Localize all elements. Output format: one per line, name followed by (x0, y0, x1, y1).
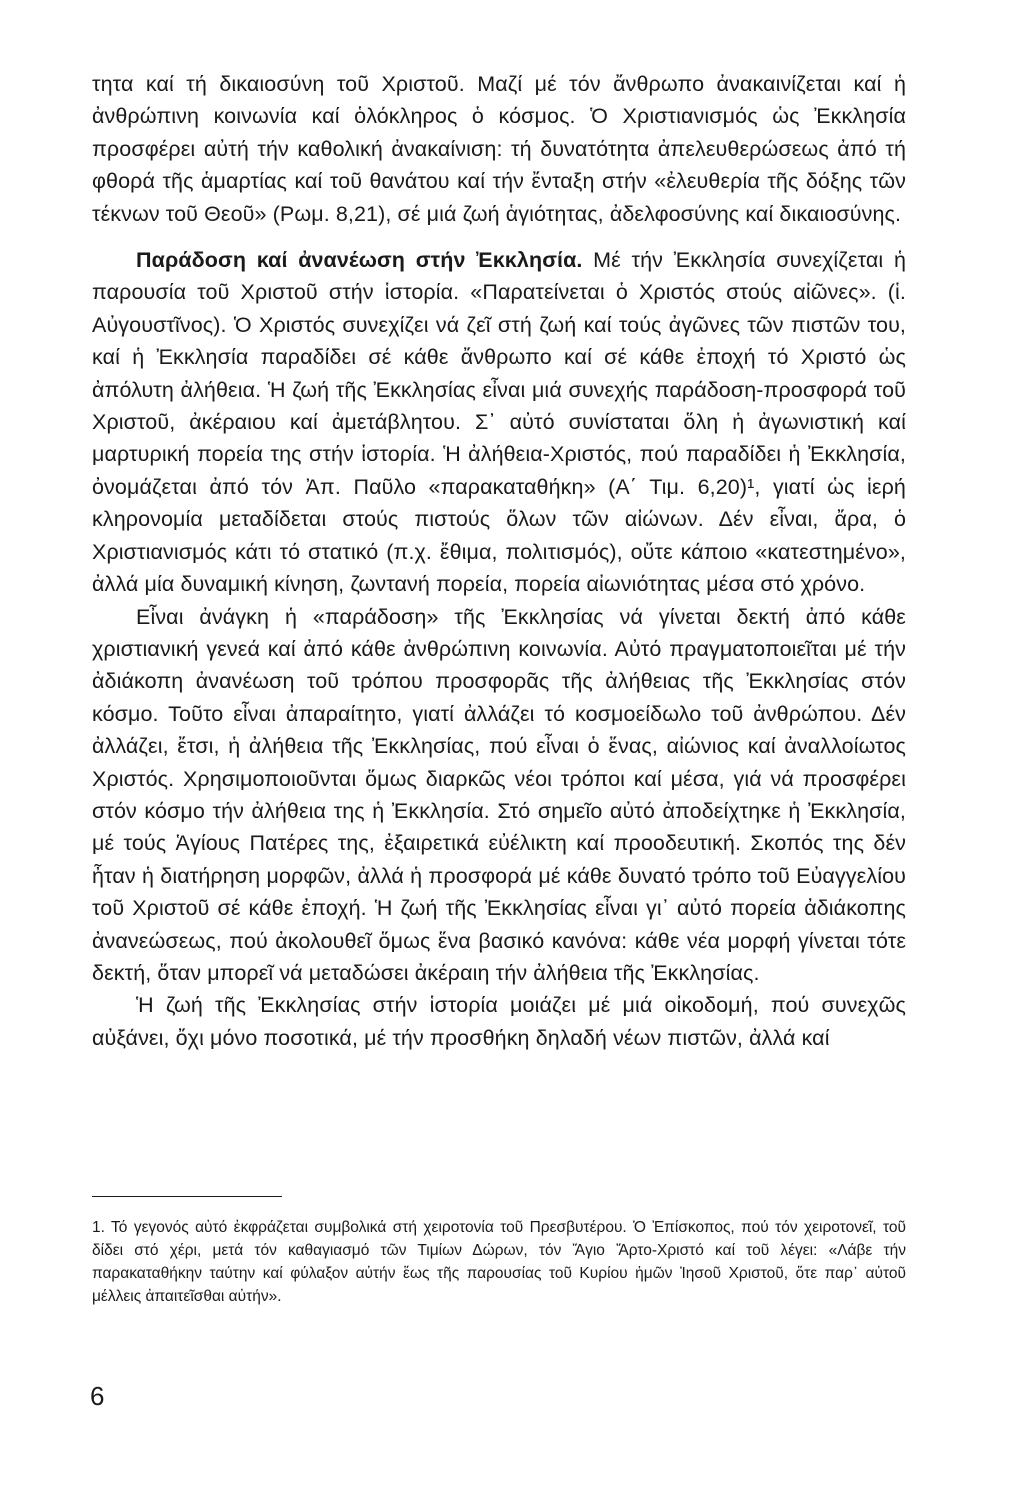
paragraph-renewal (92, 601, 906, 990)
footnote-divider (92, 1196, 282, 1197)
footnote (92, 1216, 906, 1308)
body-text (92, 68, 906, 1054)
paragraph-continuation (92, 68, 906, 230)
page-number: 6 (90, 1381, 105, 1411)
paragraph-tradition (92, 244, 906, 600)
footnote-text: 1. Τό γεγονός αὐτό ἐκφράζεται συμβολικά στή χειροτονία τοῦ Πρεσβυτέρου. Ὁ Ἐπίσκοπος, πού τόν χειροτονεῖ, τοῦ δίδει στό χέρι, μετά τόν καθαγιασμό τῶν Τιμίων Δώρων, τόν Ἅγιο Ἄρτο-Χριστό καί τοῦ λέγει: «Λάβε τήν παρακαταθήκην ταύτην καί φύλαξον αὐτήν ἕως τῆς παρουσίας τοῦ Κυρίου ἡμῶν Ἰησοῦ Χριστοῦ, ὅτε παρ᾽ αὐτοῦ μέλλεις ἀπαιτεῖσθαι αὐτήν». (92, 1219, 906, 1305)
paragraph-text: Ἡ ζωή τῆς Ἐκκλησίας στήν ἱστορία μοιάζει μέ μιά οἰκοδομή, πού συνεχῶς αὐξάνει, ὄχι μόνο ποσοτικά, μέ τήν προσθήκη δηλαδή νέων πιστῶν, ἀλλά καί (92, 993, 906, 1050)
paragraph-text: Μέ τήν Ἐκκλησία συνεχίζεται ἡ παρουσία τοῦ Χριστοῦ στήν ἱστορία. «Παρατείνεται ὁ Χριστός στούς αἰῶνες». (ἱ. Αὐγουστῖνος). Ὁ Χριστός συνεχίζει νά ζεῖ στή ζωή καί τούς ἀγῶνες τῶν πιστῶν του, καί ἡ Ἐκκλησία παραδίδει σέ κάθε ἄνθρωπο καί σέ κάθε ἐποχή τό Χριστό ὡς ἀπόλυτη ἀλήθεια. Ἡ ζωή τῆς Ἐκκλησίας εἶναι μιά συνεχής παράδοση-προσφορά τοῦ Χριστοῦ, ἀκέραιου καί ἀμετάβλητου. Σ᾽ αὐτό συνίσταται ὅλη ἡ ἀγωνιστική καί μαρτυρική πορεία της στήν ἱστορία. Ἡ ἀλήθεια-Χριστός, πού παραδίδει ἡ Ἐκκλησία, ὀνομάζεται ἀπό τόν Ἀπ. Παῦλο «παρακαταθήκη» (Α΄ Τιμ. 6,20)¹, γιατί ὡς ἱερή κληρονομία μεταδίδεται στούς πιστούς ὅλων τῶν αἰώνων. Δέν εἶναι, ἄρα, ὁ Χριστιανισμός κάτι τό στατικό (π.χ. ἔθιμα, πολιτισμός), οὔτε κάποιο «κατεστημένο», ἀλλά μία δυναμική κίνηση, ζωντανή πορεία, πορεία αἰωνιότητας μέσα στό χρόνο. (92, 248, 906, 597)
paragraph-text: Εἶναι ἀνάγκη ἡ «παράδοση» τῆς Ἐκκλησίας νά γίνεται δεκτή ἀπό κάθε χριστιανική γενεά καί ἀπό κάθε ἀνθρώπινη κοινωνία. Αὐτό πραγματοποιεῖται μέ τήν ἀδιάκοπη ἀνανέωση τοῦ τρόπου προσφορᾶς τῆς ἀλήθειας τῆς Ἐκκλησίας στόν κόσμο. Τοῦτο εἶναι ἀπαραίτητο, γιατί ἀλλάζει τό κοσμοείδωλο τοῦ ἀνθρώπου. Δέν ἀλλάζει, ἔτσι, ἡ ἀλήθεια τῆς Ἐκκλησίας, πού εἶναι ὁ ἕνας, αἰώνιος καί ἀναλλοίωτος Χριστός. Χρησιμοποιοῦνται ὅμως διαρκῶς νέοι τρόποι καί μέσα, γιά νά προσφέρει στόν κόσμο τήν ἀλήθεια της ἡ Ἐκκλησία. Στό σημεῖο αὐτό ἀποδείχτηκε ἡ Ἐκκλησία, μέ τούς Ἁγίους Πατέρες της, ἐξαιρετικά εὐέλικτη καί προοδευτική. Σκοπός της δέν ἦταν ἡ διατήρηση μορφῶν, ἀλλά ἡ προσφορά μέ κάθε δυνατό τρόπο τοῦ Εὐαγγελίου τοῦ Χριστοῦ σέ κάθε ἐποχή. Ἡ ζωή τῆς Ἐκκλησίας εἶναι γι᾽ αὐτό πορεία ἀδιάκοπης ἀνανεώσεως, πού ἀκολουθεῖ ὅμως ἕνα βασικό κανόνα: κάθε νέα μορφή γίνεται τότε δεκτή, ὅταν μπορεῖ νά μεταδώσει ἀκέραιη τήν ἀλήθεια τῆς Ἐκκλησίας. (92, 604, 906, 985)
paragraph-building (92, 989, 906, 1054)
paragraph-text: τητα καί τή δικαιοσύνη τοῦ Χριστοῦ. Μαζί μέ τόν ἄνθρωπο ἀνακαινίζεται καί ἡ ἀνθρώπινη κοινωνία καί ὁλόκληρος ὁ κόσμος. Ὁ Χριστιανισμός ὡς Ἐκκλησία προσφέρει αὐτή τήν καθολική ἀνακαίνιση: τή δυνατότητα ἀπελευθερώσεως ἀπό τή φθορά τῆς ἁμαρτίας καί τοῦ θανάτου καί τήν ἔνταξη στήν «ἐλευθερία τῆς δόξης τῶν τέκνων τοῦ Θεοῦ» (Ρωμ. 8,21), σέ μιά ζωή ἁγιότητας, ἀδελφοσύνης καί δικαιοσύνης. (92, 72, 906, 226)
section-heading: Παράδοση καί ἀνανέωση στήν Ἐκκλησία. (136, 248, 583, 273)
